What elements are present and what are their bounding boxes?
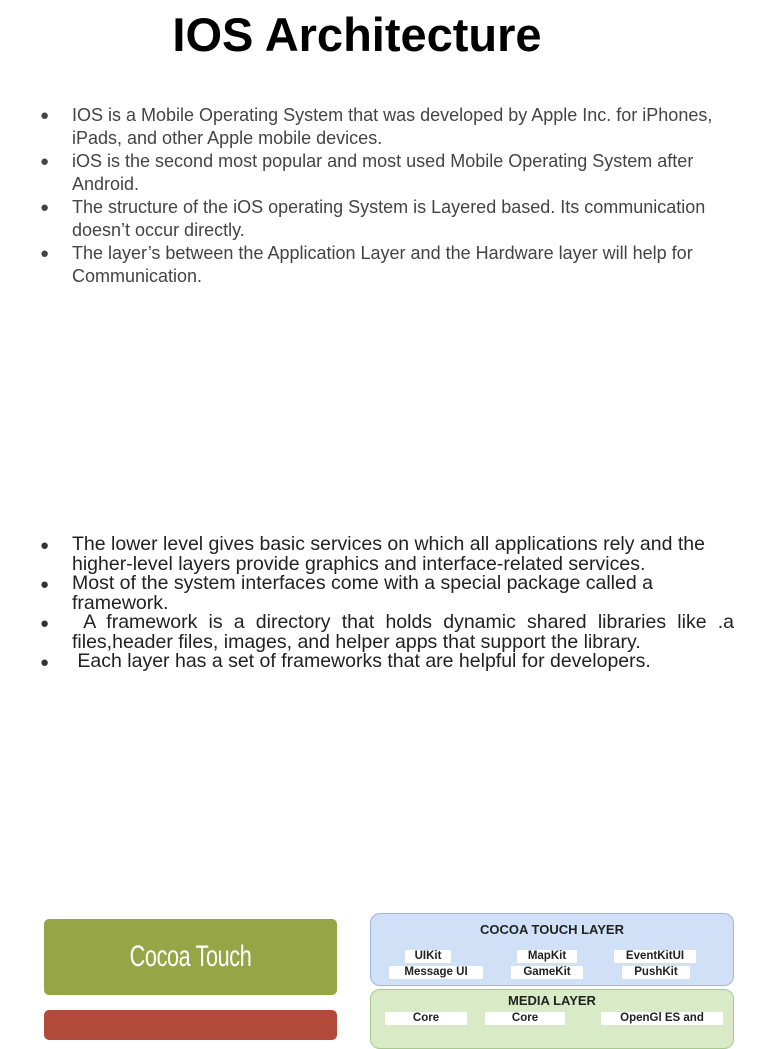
framework-box: PushKit — [622, 966, 690, 979]
list-item — [40, 574, 734, 613]
media-layer-box — [370, 989, 734, 1049]
bullet-text: A framework is a directory that holds dynamic shared libraries like .a files,header files, images, and helper apps that support the library. — [72, 611, 740, 653]
framework-box: Core — [485, 1012, 565, 1025]
bullet-icon: ● — [40, 654, 50, 671]
bullet-icon: ● — [40, 199, 50, 216]
framework-box: UIKit — [405, 950, 451, 963]
bullet-text: The lower level gives basic services on which all applications rely and the higher-level layers provide graphics and interface-related services. — [72, 533, 705, 575]
bullet-icon: ● — [40, 576, 50, 593]
framework-box: MapKit — [517, 950, 577, 963]
cocoa-touch-label: Cocoa Touch — [129, 940, 252, 973]
framework-box: Core — [385, 1012, 467, 1025]
framework-box: OpenGl ES and — [601, 1012, 723, 1025]
page-title: IOS Architecture — [172, 8, 542, 61]
bullet-text: Most of the system interfaces come with a special package called a framework. — [72, 572, 653, 614]
list-item — [40, 611, 740, 653]
list-item — [40, 150, 720, 196]
framework-box: Message UI — [389, 966, 483, 979]
cocoa-touch-layer-box — [370, 913, 734, 986]
bullet-text: IOS is a Mobile Operating System that was developed by Apple Inc. for iPhones, iPads, and other Apple mobile devices. — [72, 105, 713, 148]
cocoa-touch-block — [44, 919, 337, 995]
framework-box: EventKitUI — [614, 950, 696, 963]
bullet-icon: ● — [40, 245, 50, 262]
bullet-icon: ● — [40, 153, 50, 170]
cocoa-touch-layer-title: COCOA TOUCH LAYER — [480, 922, 624, 937]
list-item — [40, 104, 720, 150]
media-block — [44, 1010, 337, 1040]
bullet-text: Each layer has a set of frameworks that are helpful for developers. — [72, 650, 651, 672]
bullet-text: The layer’s between the Application Layer and the Hardware layer will help for Communication. — [72, 243, 693, 286]
bullet-icon: ● — [40, 537, 50, 554]
bullet-icon: ● — [40, 615, 50, 632]
media-layer-title: MEDIA LAYER — [508, 993, 596, 1008]
list-item — [40, 196, 720, 242]
bullet-icon: ● — [40, 107, 50, 124]
list-item — [40, 242, 720, 288]
bullet-text: iOS is the second most popular and most used Mobile Operating System after Android. — [72, 151, 694, 194]
bullet-text: The structure of the iOS operating System is Layered based. Its communication doesn’t occur directly. — [72, 197, 706, 240]
framework-box: GameKit — [511, 966, 583, 979]
framework-bullet-list — [40, 533, 740, 672]
list-item — [40, 535, 734, 574]
intro-bullet-list — [40, 104, 720, 288]
list-item — [40, 652, 734, 672]
